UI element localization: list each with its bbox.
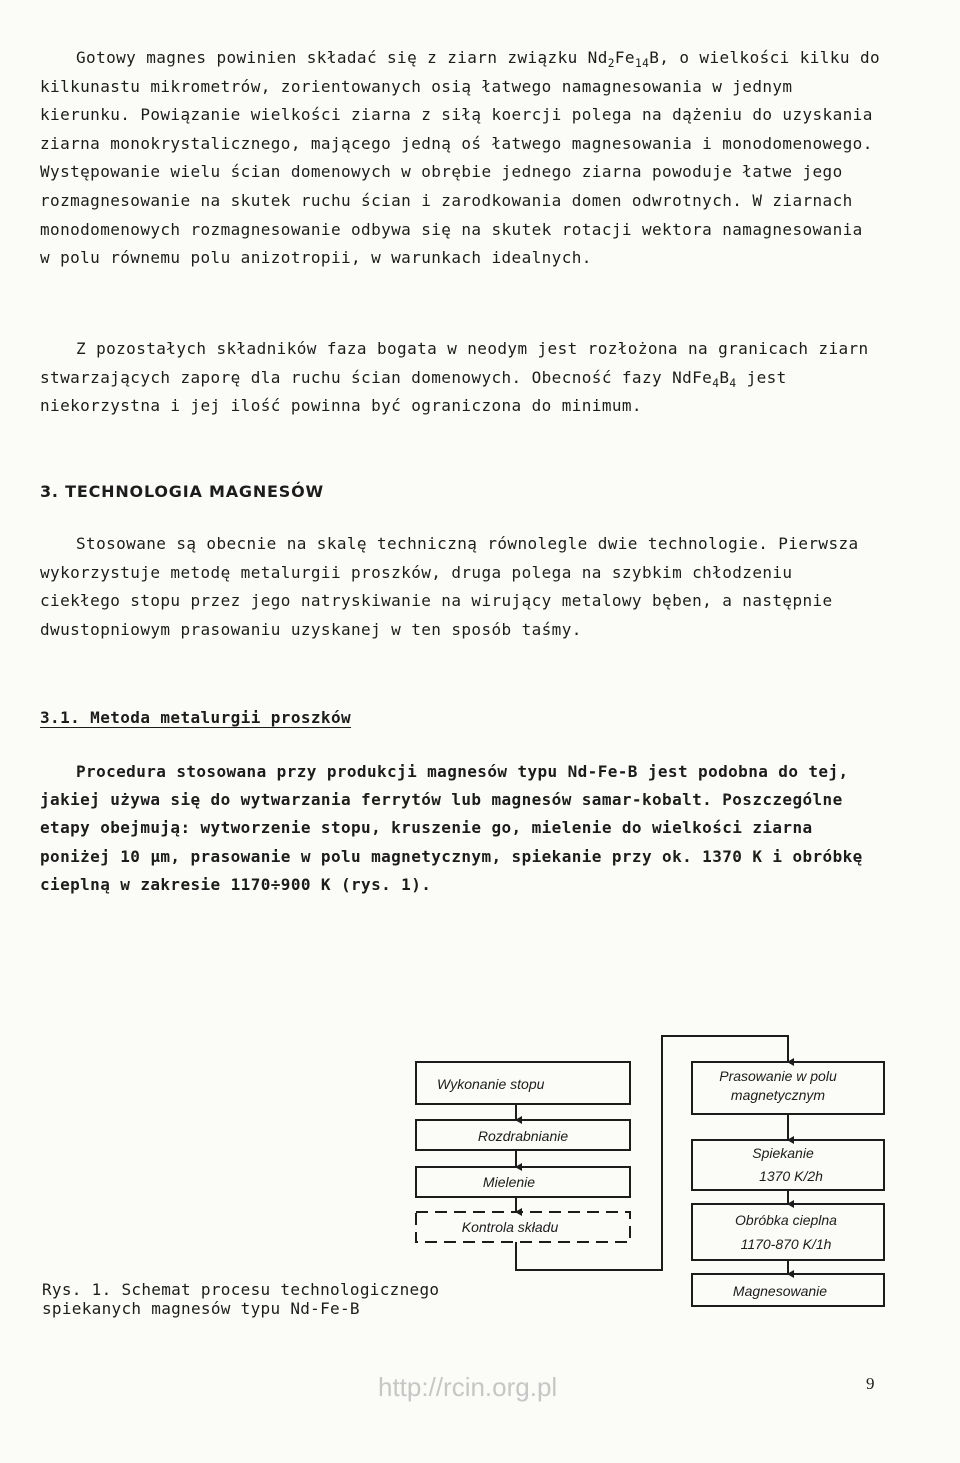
subscript: 14 bbox=[634, 57, 650, 70]
label-pressing-line2: magnetycznym bbox=[730, 1087, 826, 1103]
text-run: Z pozostałych składników faza bogata w neodym jest rozłożona na granicach ziarn stwarzających zaporę dla ruchu ścian domenowych. Obecność fazy NdFe bbox=[40, 339, 869, 387]
subscript: 4 bbox=[712, 376, 720, 390]
subscript: 2 bbox=[607, 57, 615, 70]
label-heat-line2: 1170-870 K/1h bbox=[740, 1236, 832, 1252]
paragraph-procedure: Procedura stosowana przy produkcji magnesów typu Nd-Fe-B jest podobna do tej, jakiej używa się do wytwarzania ferrytów lub magnesów samar-kobalt. Poszczególne etapy obejmują: wytworzenie stopu, kruszenie go, mielenie do wielkości ziarna poniżej 10 µm, prasowanie w polu magnetycznym, spiekanie przy ok. 1370 K i obróbkę cieplną w zakresie 1170÷900 K (rys. 1). bbox=[40, 762, 863, 894]
label-crushing: Rozdrabnianie bbox=[477, 1128, 569, 1144]
section-heading-technology: 3. TECHNOLOGIA MAGNESÓW bbox=[40, 482, 324, 501]
text-run: B bbox=[719, 367, 730, 387]
footer-url: http://rcin.org.pl bbox=[378, 1372, 558, 1402]
subsection-heading-powder-metallurgy: 3.1. Metoda metalurgii proszków bbox=[40, 708, 352, 727]
text-run: B, o wielkości kilku do kilkunastu mikrometrów, zorientowanych osią łatwego namagnesowania w jednym kierunku. Powiązanie wielkości ziarna z siłą koercji polega na dążeniu do uzyskania ziarna monokrystalicznego, mającego jedną oś łatwego magnesowania i monodomenowego. Występowanie wielu ścian domenowych w obrębie jednego ziarna powoduje łatwe jego rozmagnesowanie na skutek ruchu ścian i zarodkowania domen odwrotnych. W ziarnach monodomenowych rozmagnesowanie odbywa się na skutek rotacji wektora namagnesowania w polu równemu polu anizotropii, w warunkach idealnych. bbox=[40, 48, 881, 268]
label-sintering-line1: Spiekanie bbox=[752, 1145, 814, 1161]
label-composition-control: Kontrola składu bbox=[461, 1219, 559, 1235]
subscript: 4 bbox=[729, 376, 737, 390]
label-alloy-production: Wykonanie stopu bbox=[437, 1076, 545, 1092]
label-pressing-line1: Prasowanie w polu bbox=[719, 1068, 837, 1084]
text-run: jest niekorzystna i jej ilość powinna być ograniczona do minimum. bbox=[40, 367, 787, 416]
label-magnetizing: Magnesowanie bbox=[732, 1283, 828, 1299]
paragraph-technologies: Stosowane są obecnie na skalę techniczną równolegle dwie technologie. Pierwsza wykorzystuje metodę metalurgii proszków, druga polega na szybkim chłodzeniu ciekłego stopu przez jego natryskiwanie na wirujący metalowy bęben, a następnie dwustopniowym prasowaniu uzyskanej w ten sposób taśmy. bbox=[40, 534, 859, 639]
label-heat-line1: Obróbka cieplna bbox=[735, 1212, 837, 1228]
text-run: Fe bbox=[614, 48, 635, 67]
label-sintering-line2: 1370 K/2h bbox=[759, 1168, 823, 1184]
figure-caption: Rys. 1. Schemat procesu technologicznego spiekanych magnesów typu Nd-Fe-B bbox=[42, 1280, 440, 1318]
page-number: 9 bbox=[866, 1374, 875, 1393]
label-milling: Mielenie bbox=[482, 1174, 536, 1190]
text-run: Gotowy magnes powinien składać się z ziarn związku Nd bbox=[76, 48, 608, 67]
